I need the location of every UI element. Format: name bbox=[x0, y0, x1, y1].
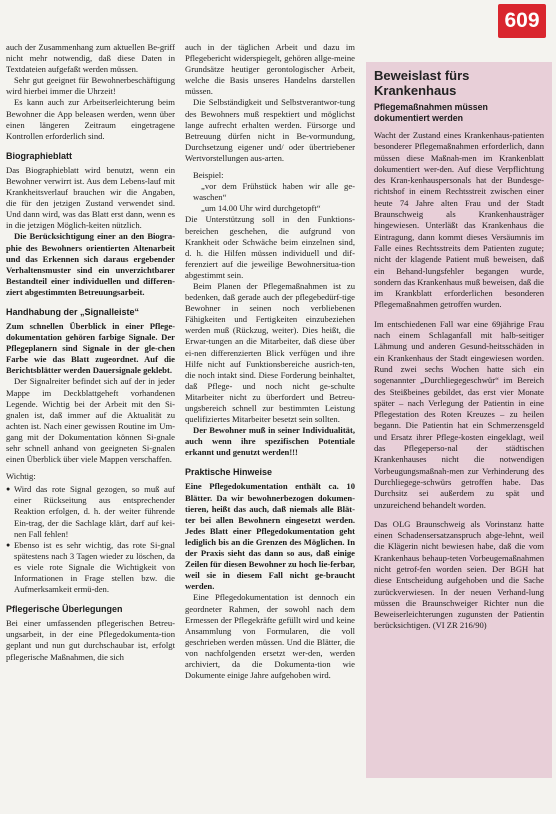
important-list bbox=[6, 484, 175, 595]
sidebar-subtitle: Pflegemaßnahmen müssen dokumentiert werden bbox=[374, 102, 488, 123]
example-block bbox=[185, 170, 355, 214]
sidebar-title: Beweislast fürs Krankenhaus bbox=[374, 68, 470, 98]
paragraph: Es kann auch zur Arbeitserleichterung beim Bewohner die App beleasen werden, wenn über einen längeren Zeitraum eingetragene Kontrollen erforderlich sind. bbox=[6, 97, 175, 141]
text-column-middle bbox=[185, 42, 355, 800]
paragraph: Eine Pflegedokumentation ist dennoch ein geordneter Rahmen, der sowohl nach dem Ermessen der Pflegekräfte gefüllt wird und keine Ansammlung von Formularen, die voll geschrieben werden müssen. Und die Blätter, die von nachfolgenden ersetzt wer-den, werden archiviert, da die Dokumenta-tion wie Dokumente einige Jahre aufgehoben wird. bbox=[185, 592, 355, 681]
paragraph: auch der Zusammenhang zum aktuellen Be-griff nicht mehr notwendig, daß diese Daten in Textdateien aufgefaßt werden müssen. bbox=[6, 42, 175, 75]
page-number: 609 bbox=[498, 4, 546, 38]
paragraph: Eine Pflegedokumentation enthält ca. 10 Blätter. Da wir bewohnerbezogen dokumen-tieren, heißt das auch, daß niemals alle Blät-ter bei allen Bewohnern eingesetzt werden. Jedes Blatt einer Pflegedokumentation geht lediglich bis an die Grenzen des Möglichen. In der Praxis sieht das dann so aus, daß einige Zeilen für diesen Bewohner zu hoch lie-ferbar, weil sie in diesem Fall nicht ge-braucht werden. bbox=[185, 481, 355, 592]
important-label: Wichtig: bbox=[6, 471, 36, 482]
section-heading-signal-bar: Handhabung der „Signalleiste“ bbox=[6, 306, 140, 317]
paragraph: Wacht der Zustand eines Krankenhaus-patienten besonderer Pflegemaßnahmen erforderlich, dann müssen diese Maßnah-men im Krankenblatt dokumentiert wer-den. Auf diese Verpflichtung des Kran-kenhauspersonals hat der Bundesge-richtshof in einem Rechtsstreit zwischen einer heute 74 Jahre alten Frau und der Stadt Braunschweig als Krankenhausträger hingewiesen. Unterläßt das Krankenhaus die Eintragung, dann kommt dieses Versäumnis im Falle eines Rechtsstreits dem Patienten zugute; nicht der klagende Patient muß beweisen, daß ein Behand-lungsfehler begangen wurde, sondern das Krankenhaus muß beweisen, daß die im Krankblatt erforderlichen besonderen Pflegemaßnahmen getroffen wurden. bbox=[374, 130, 544, 310]
paragraph: auch in der täglichen Arbeit und dazu im Pflegebericht widerspiegelt, gehören allge-meine Grundsätze heutiger gerontologischer Arbeit, welche die Basis unseres Handelns darstellen müssen. bbox=[185, 42, 355, 97]
example-label: Beispiel: bbox=[193, 170, 224, 181]
example-line: „vor dem Frühstück haben wir alle ge-waschen“ bbox=[193, 181, 355, 203]
sidebar-box bbox=[366, 62, 552, 778]
paragraph: Sehr gut geeignet für Bewohnerbeschäftigung wird hierbei immer die Uhrzeit! bbox=[6, 75, 175, 97]
paragraph: Die Selbständigkeit und Selbstverantwor-tung des Bewohners muß respektiert und möglichst lange aufrecht erhalten werden. Fürsorge und Betreuung dürfen nicht in Be-vormundung, Durchsetzung eigener und/ oder übertriebener Wertvorstellungen aus-arten. bbox=[185, 97, 355, 163]
list-item: ● Wird das rote Signal gezogen, so muß auf einer Rückseitung aus entsprechender Reaktion erfolgen, d. h. der weiter führende Ein-trag, der die Sachlage klärt, darf auf kei-nen Fall fehlen! bbox=[6, 484, 175, 539]
section-heading-practical-notes: Praktische Hinweise bbox=[185, 467, 273, 478]
section-heading-biography: Biographieblatt bbox=[6, 150, 73, 161]
paragraph: Der Bewohner muß in seiner Individualität, auch wenn ihre spezifischen Potentiale erkannt und genutzt werden!!! bbox=[185, 425, 355, 458]
paragraph: Das OLG Braunschweig als Vorinstanz hatte einen Schadensersatzanspruch abge-lehnt, weil die Klägerin nicht bewiesen habe, daß die vom Krankenhaus behaup-teten Vorbeugemaßnahmen nicht getrof-fen worden seien. Der BGH hat diese Entscheidung aufgehoben und die Sache zurückverwiesen. In der neuen Verhand-lung müssen die Braunschweiger Richter nun die Beweiserleichterungen zugunsten der Patientin berücksichtigen. (VI ZR 216/90) bbox=[374, 518, 544, 631]
paragraph: Bei einer umfassenden pflegerischen Betreu-ungsarbeit, in der eine Pflegedokumenta-tion geplant und nun gut durchschaubar ist, erfolgt pflegerische Maßnahmen, die sich bbox=[6, 618, 175, 662]
example-line: „um 14.00 Uhr wird durchgetopft“ bbox=[201, 203, 321, 214]
text-column-left bbox=[6, 42, 175, 800]
paragraph: Die Unterstützung soll in den Funktions-bereichen geschehen, die aufgrund von Krankheit oder Schwäche beim einzelnen sind, d. h. die Hilfen müssen individuell und dif-ferenziert auf die jeweilige Bewohnersitua-tion abgestimmt sein. bbox=[185, 214, 355, 280]
paragraph: Beim Planen der Pflegemaßnahmen ist zu bedenken, daß gerade auch der pflegebedürf-tige Bewohner in seinen noch verbliebenen Fähigkeiten und Fertigkeiten einzubeziehen werden muß (Rückzug, weiter). Dies heißt, die Erwar-tungen an die Mitarbeiter, daß diese über ei-nen differenzierten Blick verfügen und ihre Hilfe nicht auf Funktionsbereiche ausrich-ten, die noch intakt sind. Diese Forderung beinhaltet, daß Pflege- und noch nicht ge-schulte Mitarbeiter nicht zu überfordert und Betreu-ungsbereich schnell zur bestimmten Leistung quelifiziertes Mitarbeiter besetzt sein sollten. bbox=[185, 280, 355, 425]
paragraph: Das Biographieblatt wird benutzt, wenn ein Bewohner verwirrt ist. Aus dem Lebens-lauf mit Krankheitsverlauf brauchen wir die Angaben, die für den jetzigen Zustand verwendet sind. Und dann wird, was das Blatt erst dann, wenn es in die jetzigen Möglich-keiten nützlich. bbox=[6, 164, 175, 231]
list-item: ● Ebenso ist es sehr wichtig, das rote Si-gnal spätestens nach 3 Tagen wieder zu löschen, da es viele rote Signale die Wichtigkeit von Informationen in Frage stellen bzw. die Aufmerksamkeit ermü-den. bbox=[6, 540, 175, 595]
paragraph: Im entschiedenen Fall war eine 69jährige Frau nach einem Schlaganfall mit halb-seitiger Lähmung und anderen Gesund-heitsschäden in ein Krankenhaus der Stadt eingewiesen worden. Rund zwei sechs Wochen hatte sich ein sogenannter „Durchliegegeschwür“ im Bereich des Steißbeines gebildet, das erst vier Monate später – nach Verlegung der Patientin in eine Pflegestation des Roten Kreuzes – zu heilen begann. Die Patientin hat ein Schmerzensgeld und Ersatz ihrer Pflege-kosten eingeklagt, weil das Pflegeperso-nal der städtischen Krankenhauses nicht die notwendigen Vorbeugungsmaßnah-men zur Verhinderung des Durchliegege-schwürs getroffen habe. Das Durchsitz sei außerdem zu spät und unzureichend behandelt worden. bbox=[374, 318, 544, 510]
paragraph: Der Signalreiter befindet sich auf der in jeder Mappe im Deckblattgeheft vorhandenen Legende. Wichtig bei der Arbeit mit den Si-gnalen ist, daß immer auf die Aktualität zu achten ist. Nach einer gewissen Routine im Um-gang mit der Dokumentation können Si-gnale sehr schnell anhand von geeigneten Si-gnalen einen Überblick über viele Mappen verschaffen. bbox=[6, 376, 175, 465]
section-heading-care-considerations: Pflegerische Überlegungen bbox=[6, 604, 123, 615]
paragraph: Zum schnellen Überblick in einer Pflege-dokumentation gehören farbige Signale. Der Pflegeplanern sind Signale in der gle-chen Farbe wie das Blatt zugeordnet. Auf die Berichtsblätter werden Dauersignale geklebt. bbox=[6, 320, 175, 376]
paragraph: Die Berücksichtigung einer an den Biogra-phie des Bewohners orientierten Altenarbeit und das Erkennen sich daraus ergebender Verhaltensmuster sind ein unverzichtbarer Bestandteil einer individuellen und differen-ziert abgestimmten Betreuungsarbeit. bbox=[6, 231, 175, 297]
